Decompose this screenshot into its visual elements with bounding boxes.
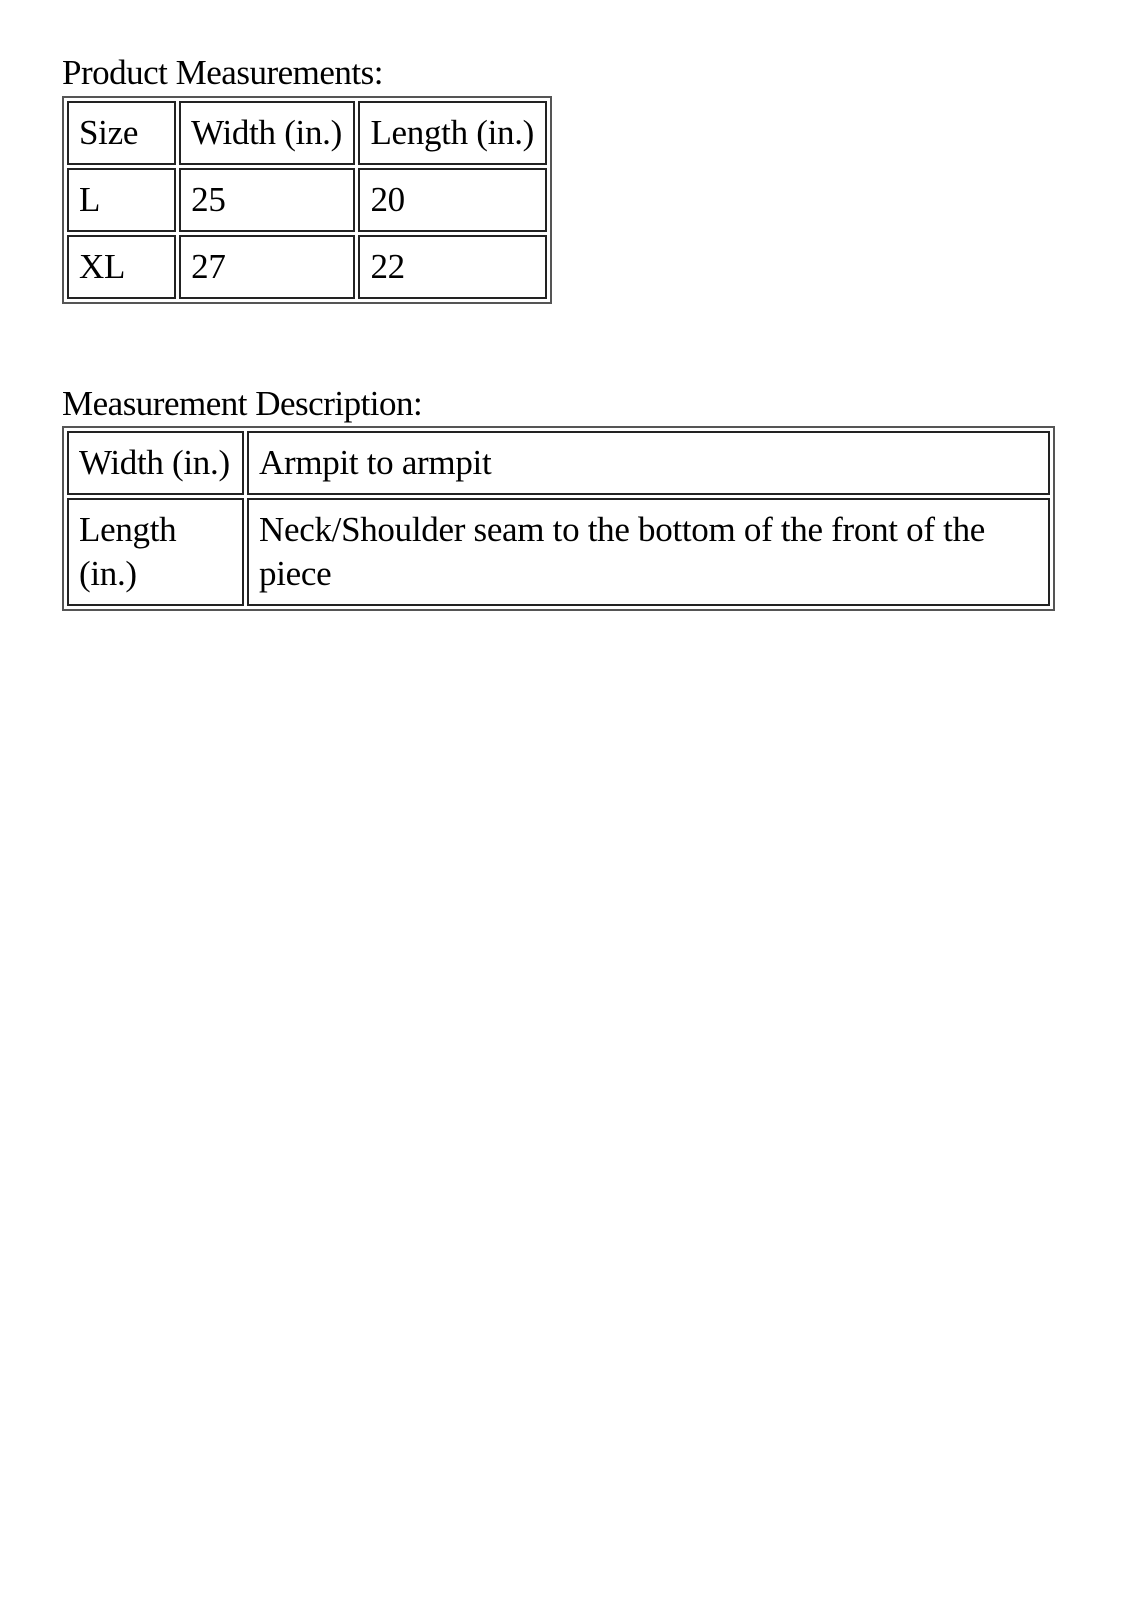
measurement-description-cell: Armpit to armpit	[247, 431, 1050, 495]
width-cell: 25	[179, 168, 355, 232]
size-cell: XL	[67, 235, 176, 299]
header-width: Width (in.)	[179, 101, 355, 165]
header-length: Length (in.)	[358, 101, 547, 165]
table-row	[67, 431, 1050, 495]
measurement-name-cell: Length (in.)	[67, 498, 244, 606]
table-row	[67, 498, 1050, 606]
table-row	[67, 235, 547, 299]
measurement-description-heading: Measurement Description:	[62, 384, 423, 423]
width-cell: 27	[179, 235, 355, 299]
length-cell: 22	[358, 235, 547, 299]
measurement-description-cell: Neck/Shoulder seam to the bottom of the front of the piece	[247, 498, 1050, 606]
table-row	[67, 168, 547, 232]
measurement-name-cell: Width (in.)	[67, 431, 244, 495]
table-header-row	[67, 101, 547, 165]
measurement-description-table	[62, 426, 1055, 611]
size-cell: L	[67, 168, 176, 232]
product-measurements-table	[62, 96, 552, 304]
header-size: Size	[67, 101, 176, 165]
length-cell: 20	[358, 168, 547, 232]
product-measurements-heading: Product Measurements:	[62, 53, 383, 92]
